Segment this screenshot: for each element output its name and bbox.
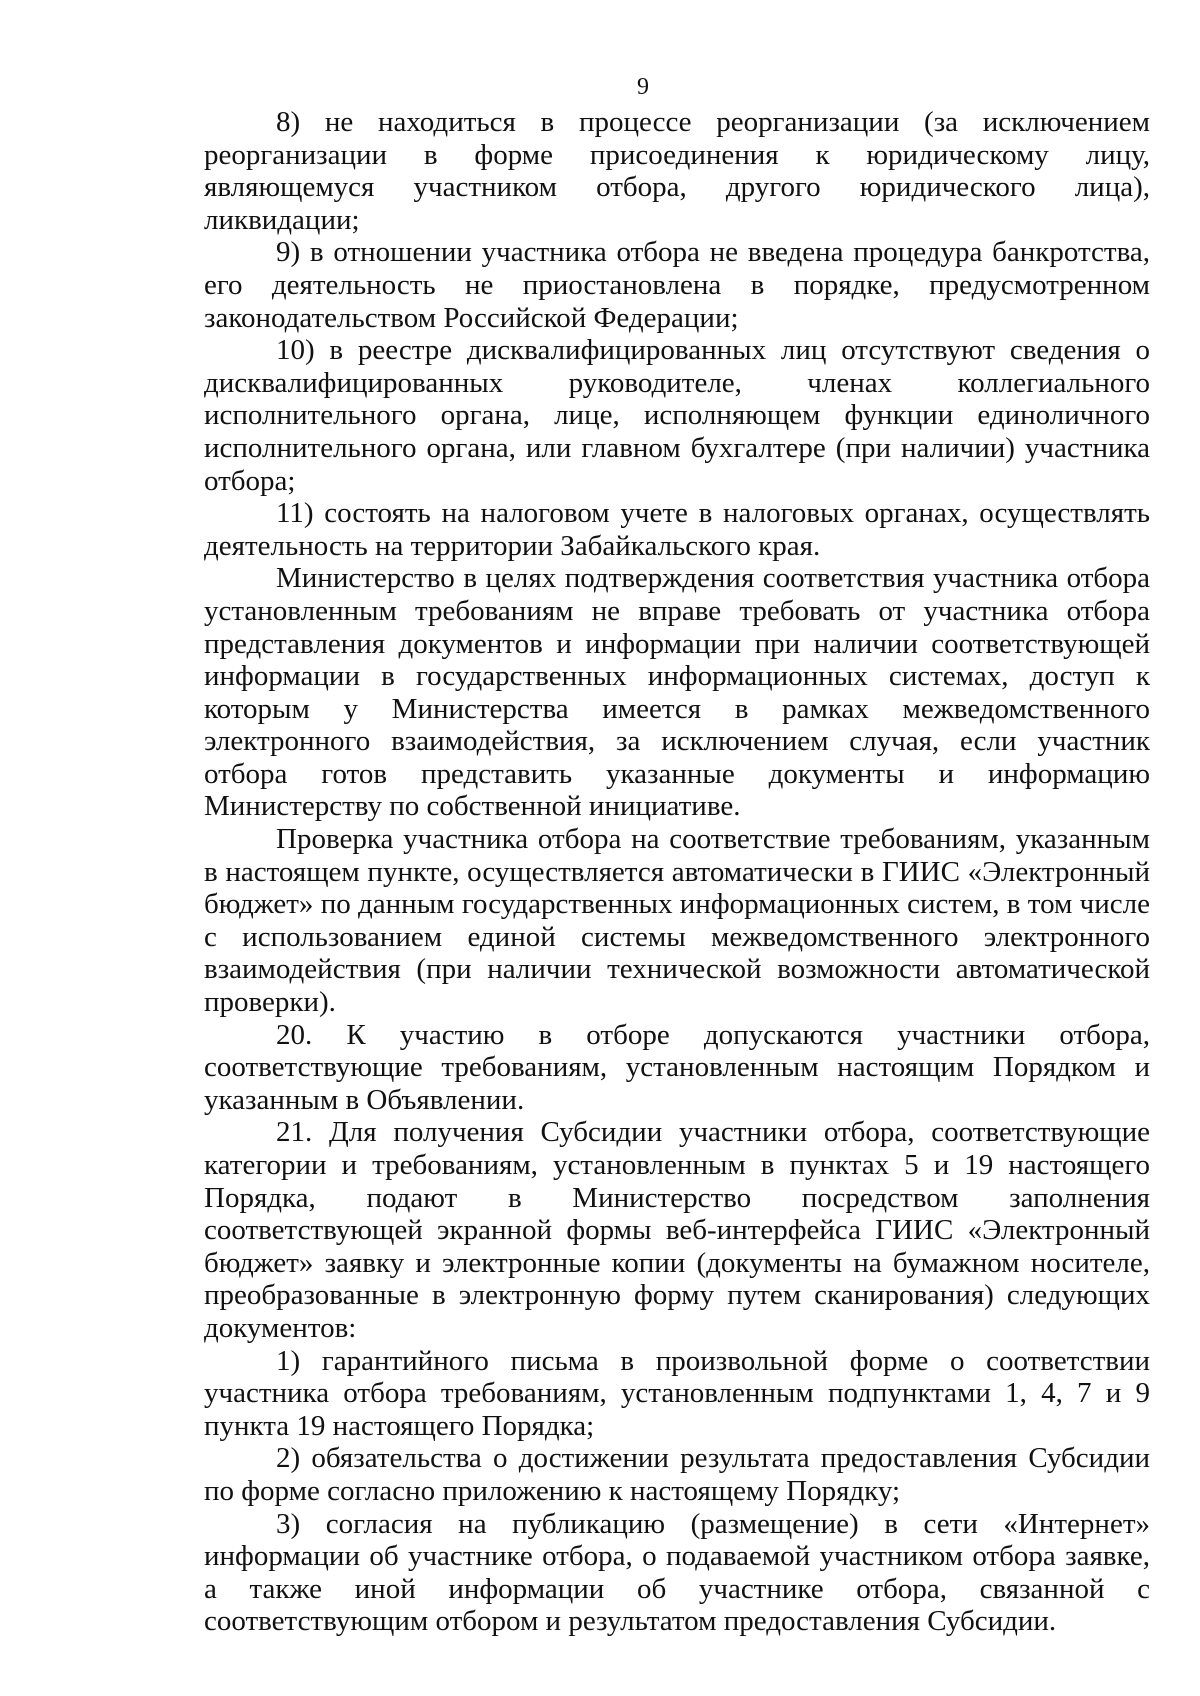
paragraph-item-11: 11) состоять на налоговом учете в налоговых органах, осуществлять деятельность на территории Забайкальского края. (204, 497, 1150, 562)
paragraph-automatic-check: Проверка участника отбора на соответствие требованиям, указанным в настоящем пункте, осуществляется автоматически в ГИИС «Электронный бюджет» по данным государственных информационных систем, в том числе с использованием единой системы межведомственного электронного взаимодействия (при наличии технической возможности автоматической проверки). (204, 823, 1150, 1019)
paragraph-doc-1-guarantee-letter: 1) гарантийного письма в произвольной форме о соответствии участника отбора требованиям, установленным подпунктами 1, 4, 7 и 9 пункта 19 настоящего Порядка; (204, 1344, 1150, 1442)
paragraph-ministry-verification: Министерство в целях подтверждения соответствия участника отбора установленным требованиям не вправе требовать от участника отбора представления документов и информации при наличии соответствующей информации в государственных информационных системах, доступ к которым у Министерства имеется в рамках межведомственного электронного взаимодействия, за исключением случая, если участник отбора готов представить указанные документы и информацию Министерству по собственной инициативе. (204, 562, 1150, 823)
paragraph-item-9: 9) в отношении участника отбора не введена процедура банкротства, его деятельность не приостановлена в порядке, предусмотренном законодательством Российской Федерации; (204, 236, 1150, 334)
paragraph-clause-20: 20. К участию в отборе допускаются участники отбора, соответствующие требованиям, установленным настоящим Порядком и указанным в Объявлении. (204, 1018, 1150, 1116)
page-number: 9 (637, 74, 649, 100)
paragraph-doc-3-consent: 3) согласия на публикацию (размещение) в сети «Интернет» информации об участнике отбора, о подаваемой участником отбора заявке, а также иной информации об участнике отбора, связанной с соответствующим отбором и результатом предоставления Субсидии. (204, 1507, 1150, 1638)
document-body (204, 106, 1150, 1638)
paragraph-item-8: 8) не находиться в процессе реорганизации (за исключением реорганизации в форме присоединения к юридическому лицу, являющемуся участником отбора, другого юридического лица), ликвидации; (204, 106, 1150, 236)
paragraph-clause-21: 21. Для получения Субсидии участники отбора, соответствующие категории и требованиям, установленным в пунктах 5 и 19 настоящего Порядка, подают в Министерство посредством заполнения соответствующей экранной формы веб-интерфейса ГИИС «Электронный бюджет» заявку и электронные копии (документы на бумажном носителе, преобразованные в электронную форму путем сканирования) следующих документов: (204, 1116, 1150, 1344)
paragraph-item-10: 10) в реестре дисквалифицированных лиц отсутствуют сведения о дисквалифицированных руководителе, членах коллегиального исполнительного органа, лице, исполняющем функции единоличного исполнительного органа, или главном бухгалтере (при наличии) участника отбора; (204, 334, 1150, 497)
paragraph-doc-2-obligation: 2) обязательства о достижении результата предоставления Субсидии по форме согласно приложению к настоящему Порядку; (204, 1442, 1150, 1507)
